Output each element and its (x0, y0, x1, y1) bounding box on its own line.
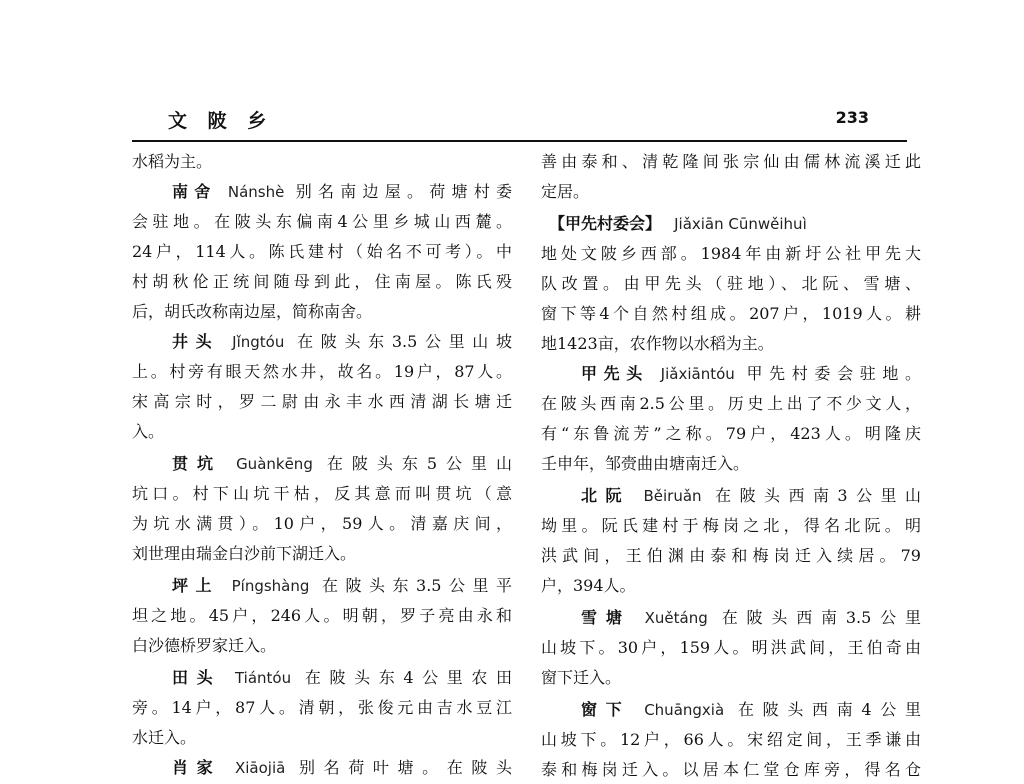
text-line: 坑口。村下山坑干枯，反其意而叫贯坑（意 (132, 484, 512, 503)
text-line: 窗下等4个自然村组成。207户，1019人。耕 (541, 304, 921, 323)
text-line: 户，394人。 (541, 576, 636, 595)
entry-text: 在陂头东5公里山 (326, 454, 512, 473)
text-line: 定居。 (541, 182, 590, 201)
entry-pinyin: Xiāojiā (234, 759, 286, 777)
text-line: 水迁入。 (132, 728, 197, 747)
entry-pinyin: Běiruǎn (643, 487, 702, 505)
entry-name: 南舍 (172, 182, 217, 201)
entry-text: 在陂头东4公里农田 (304, 668, 512, 687)
entry-name: 甲先头 (581, 364, 649, 383)
page-number: 233 (835, 108, 869, 127)
entry-heading-xiaojia (172, 754, 512, 782)
text-line: 山坡下。30户，159人。明洪武间，王伯奇由 (541, 638, 921, 657)
entry-name: 井头 (172, 332, 220, 351)
text-line: 地处文陂乡西部。1984年由新圩公社甲先大 (541, 244, 921, 263)
entry-pinyin: Chuāngxià (644, 701, 725, 719)
entry-pinyin: Tiántóu (234, 669, 292, 687)
entry-heading-jiaxiantou (581, 360, 921, 388)
text-line: 入。 (132, 422, 165, 441)
entry-pinyin: Xuětáng (644, 609, 708, 627)
entry-pinyin: Nánshè (227, 183, 285, 201)
text-line: 水稻为主。 (132, 152, 213, 171)
text-line: 旁。14户，87人。清朝，张俊元由吉水豆江 (132, 698, 512, 717)
entry-text: 在陂头西南4公里 (737, 700, 921, 719)
text-line: 村胡秋伦正统间随母到此，住南屋。陈氏殁 (132, 272, 512, 291)
entry-name: 雪塘 (581, 608, 631, 627)
text-line: 泰和梅岗迁入。以居本仁堂仓库旁，得名仓 (541, 760, 921, 779)
text-line: 为坑水满贯）。10户，59人。清嘉庆间， (132, 514, 512, 533)
entry-name: 肖家 (172, 758, 222, 777)
page-title: 文 陂 乡 (168, 110, 274, 132)
entry-text: 在陂头东3.5公里平 (322, 576, 512, 595)
text-line: 会驻地。在陂头东偏南4公里乡城山西麓。 (132, 212, 512, 231)
entry-text: 甲先村委会驻地。 (746, 364, 921, 383)
text-line: 坦之地。45户，246人。明朝，罗子亮由永和 (132, 606, 512, 625)
text-line: 山坡下。12户，66人。宋绍定间，王季谦由 (541, 730, 921, 749)
committee-label: 【甲先村委会】 (549, 214, 662, 233)
text-line: 窗下迁入。 (541, 668, 622, 687)
entry-heading-jingtou (172, 328, 512, 356)
entry-name: 窗下 (581, 700, 631, 719)
entry-pinyin: Jiǎxiāntóu (660, 365, 735, 383)
entry-name: 坪上 (172, 576, 220, 595)
text-line: 有“东鲁流芳”之称。79户，423人。明隆庆 (541, 424, 921, 443)
entry-pinyin: Jǐngtóu (232, 333, 285, 351)
entry-pinyin: Guànkēng (236, 455, 313, 473)
text-line: 宋高宗时，罗二尉由永丰水西清湖长塘迁 (132, 392, 512, 411)
text-line: 壬申年，邹赍曲由塘南迁入。 (541, 454, 750, 473)
page-header (132, 106, 907, 138)
entry-name: 贯坑 (172, 454, 222, 473)
entry-name: 田头 (172, 668, 222, 687)
entry-heading-tiantou (172, 664, 512, 692)
text-line: 24户，114人。陈氏建村（始名不可考）。中 (132, 242, 512, 261)
entry-name: 北阮 (581, 486, 630, 505)
entry-pinyin: Píngshàng (231, 577, 310, 595)
entry-text: 在陂头西南3公里山 (715, 486, 921, 505)
text-line: 在陂头西南2.5公里。历史上出了不少文人， (541, 394, 921, 413)
entry-heading-guankeng (172, 450, 512, 478)
header-rule (132, 140, 907, 142)
text-line: 队改置。由甲先头（驻地）、北阮、雪塘、 (541, 274, 921, 293)
text-line: 善由泰和、清乾隆间张宗仙由儒林流溪迁此 (541, 152, 921, 171)
entry-text: 别名南边屋。荷塘村委 (295, 182, 512, 201)
text-line: 地1423亩，农作物以水稻为主。 (541, 334, 774, 353)
text-line: 洪武间，王伯渊由泰和梅岗迁入续居。79 (541, 546, 921, 565)
text-line: 上。村旁有眼天然水井，故名。19户，87人。 (132, 362, 512, 381)
committee-heading (549, 210, 921, 238)
entry-heading-nanshe (172, 178, 512, 206)
entry-text: 在陂头西南3.5公里 (721, 608, 921, 627)
entry-heading-chuangxia (581, 696, 921, 724)
entry-heading-pingshang (172, 572, 512, 600)
text-line: 白沙德桥罗家迁入。 (132, 636, 277, 655)
entry-text: 在陂头东3.5公里山坡 (297, 332, 512, 351)
entry-heading-xuetang (581, 604, 921, 632)
committee-pinyin: Jiǎxiān Cūnwěihuì (674, 215, 807, 233)
entry-text: 别名荷叶塘。在陂头 (299, 758, 512, 777)
text-line: 坳里。阮氏建村于梅岗之北，得名北阮。明 (541, 516, 921, 535)
text-line: 刘世理由瑞金白沙前下湖迁入。 (132, 544, 357, 563)
text-line: 后，胡氏改称南边屋，简称南舍。 (132, 302, 373, 321)
entry-heading-beiruan (581, 482, 921, 510)
